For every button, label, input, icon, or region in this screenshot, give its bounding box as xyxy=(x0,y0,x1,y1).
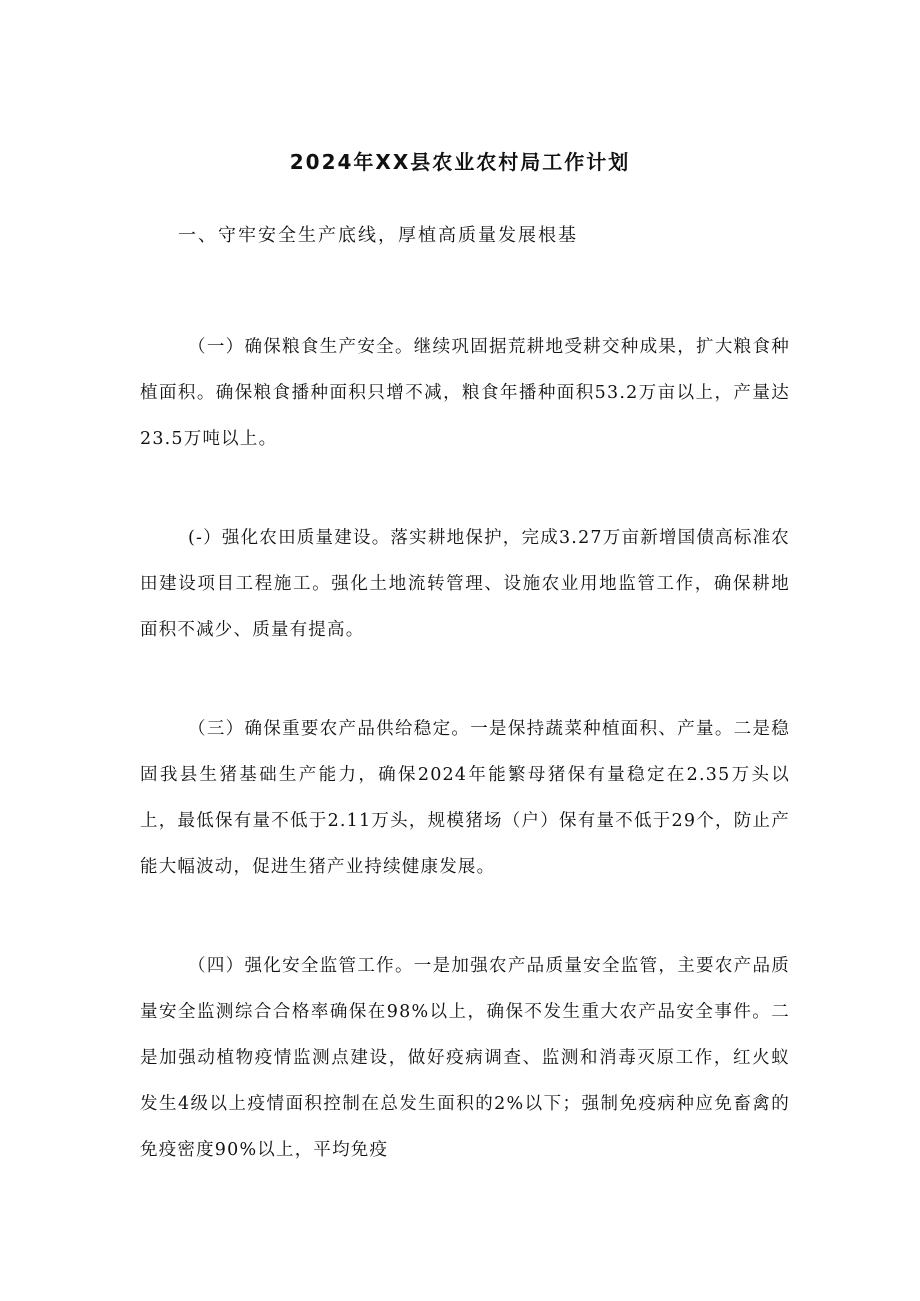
paragraph-grain-security: （一）确保粮食生产安全。继续巩固据荒耕地受耕交种成果，扩大粮食种植面积。确保粮食播种面积只增不减，粮食年播种面积53.2万亩以上，产量达23.5万吨以上。 xyxy=(140,336,790,449)
document-title: 2024年XX县农业农村局工作计划 xyxy=(289,150,631,174)
paragraph-product-supply: （三）确保重要农产品供给稳定。一是保持蔬菜种植面积、产量。二是稳固我县生猪基础生产能力，确保2024年能繁母猪保有量稳定在2.35万头以上，最低保有量不低于2.11万头，规模猪场（户）保有量不低于29个，防止产能大幅波动，促进生猪产业持续健康发展。 xyxy=(140,718,790,877)
paragraph-farmland-quality: (-）强化农田质量建设。落实耕地保护，完成3.27万亩新增国债高标准农田建设项目工程施工。强化土地流转管理、设施农业用地监管工作，确保耕地面积不减少、质量有提高。 xyxy=(140,527,790,640)
paragraph-safety-supervision: （四）强化安全监管工作。一是加强农产品质量安全监管，主要农产品质量安全监测综合合格率确保在98%以上，确保不发生重大农产品安全事件。二是加强动植物疫情监测点建设，做好疫病调查、监测和消毒灭原工作，红火蚁发生4级以上疫情面积控制在总发生面积的2%以下；强制免疫病种应免畜禽的免疫密度90%以上，平均免疫 xyxy=(140,955,790,1160)
section-heading: 一、守牢安全生产底线，厚植高质量发展根基 xyxy=(178,225,578,246)
